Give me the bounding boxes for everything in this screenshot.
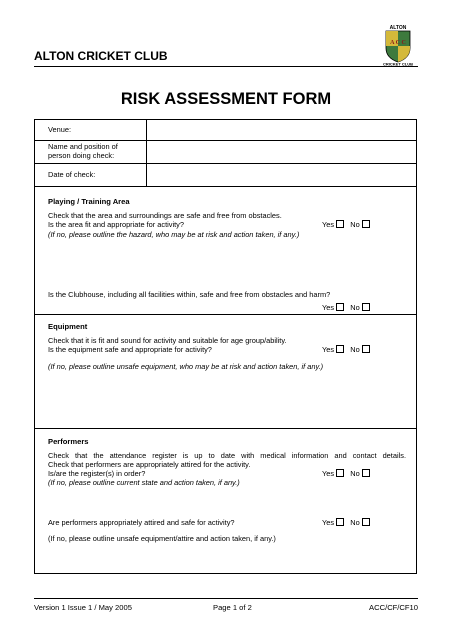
playing-line-1: Check that the area and surroundings are safe and free from obstacles.	[48, 211, 282, 220]
no-label: No	[350, 345, 360, 354]
yes-checkbox[interactable]	[336, 220, 344, 228]
page-title: RISK ASSESSMENT FORM	[120, 90, 332, 108]
row-divider	[35, 186, 416, 187]
no-checkbox[interactable]	[362, 345, 370, 353]
yes-checkbox[interactable]	[336, 518, 344, 526]
header-rule	[34, 66, 418, 67]
section-divider	[35, 428, 416, 429]
no-label: No	[350, 303, 360, 312]
crest-bottom-text: CRICKET CLUB	[383, 61, 413, 66]
footer-rule	[34, 598, 418, 599]
no-checkbox[interactable]	[362, 518, 370, 526]
footer-page: Page 1 of 2	[213, 603, 252, 612]
playing-heading: Playing / Training Area	[48, 197, 130, 206]
register-yes-no	[322, 469, 370, 478]
name-label-1: Name and position of	[48, 142, 118, 151]
yes-checkbox[interactable]	[336, 303, 344, 311]
playing-yes-no	[322, 220, 370, 229]
no-label: No	[350, 469, 360, 478]
performers-heading: Performers	[48, 437, 89, 446]
equipment-heading: Equipment	[48, 322, 88, 331]
footer-version: Version 1 Issue 1 / May 2005	[34, 603, 132, 612]
attire-note: (If no, please outline unsafe equipment/attire and action taken, if any.)	[48, 534, 276, 543]
performers-line-1: Check that the attendance register is up to date with medical information and contact details.	[48, 451, 406, 460]
yes-label: Yes	[322, 518, 335, 527]
clubhouse-yes-no	[322, 303, 370, 312]
no-checkbox[interactable]	[362, 303, 370, 311]
venue-label: Venue:	[48, 125, 72, 134]
yes-checkbox[interactable]	[336, 345, 344, 353]
yes-label: Yes	[322, 220, 335, 229]
yes-checkbox[interactable]	[336, 469, 344, 477]
equipment-yes-no	[322, 345, 370, 354]
performers-line-3: Is/are the register(s) in order?	[48, 469, 146, 478]
name-position-field[interactable]	[147, 141, 416, 163]
section-divider	[35, 314, 416, 315]
clubhouse-question: Is the Clubhouse, including all facilities within, safe and free from obstacles and harm?	[48, 290, 331, 299]
performers-line-2: Check that performers are appropriately attired for the activity.	[48, 460, 251, 469]
crest-top-text: ALTON	[389, 25, 407, 31]
yes-label: Yes	[322, 345, 335, 354]
date-label: Date of check:	[48, 170, 96, 179]
venue-field[interactable]	[147, 120, 416, 140]
equipment-note: (If no, please outline unsafe equipment, who may be at risk and action taken, if any.)	[48, 362, 324, 371]
no-label: No	[350, 220, 360, 229]
date-field[interactable]	[147, 164, 416, 186]
equipment-line-1: Check that it is fit and sound for activity and suitable for age group/ability.	[48, 336, 287, 345]
no-label: No	[350, 518, 360, 527]
yes-label: Yes	[322, 303, 335, 312]
attire-yes-no	[322, 518, 370, 527]
playing-note: (If no, please outline the hazard, who may be at risk and action taken, if any.)	[48, 230, 300, 239]
name-label-2: person doing check:	[48, 151, 115, 160]
crest-letters: A C C	[390, 40, 406, 46]
club-crest-logo	[377, 22, 419, 66]
risk-assessment-form	[34, 119, 417, 574]
equipment-line-2: Is the equipment safe and appropriate for activity?	[48, 345, 212, 354]
no-checkbox[interactable]	[362, 220, 370, 228]
attire-question: Are performers appropriately attired and safe for activity?	[48, 518, 235, 527]
footer-ref: ACC/CF/CF10	[369, 603, 418, 612]
club-name: ALTON CRICKET CLUB	[34, 49, 168, 63]
performers-note: (If no, please outline current state and action taken, if any.)	[48, 478, 240, 487]
no-checkbox[interactable]	[362, 469, 370, 477]
yes-label: Yes	[322, 469, 335, 478]
playing-line-2: Is the area fit and appropriate for activity?	[48, 220, 184, 229]
